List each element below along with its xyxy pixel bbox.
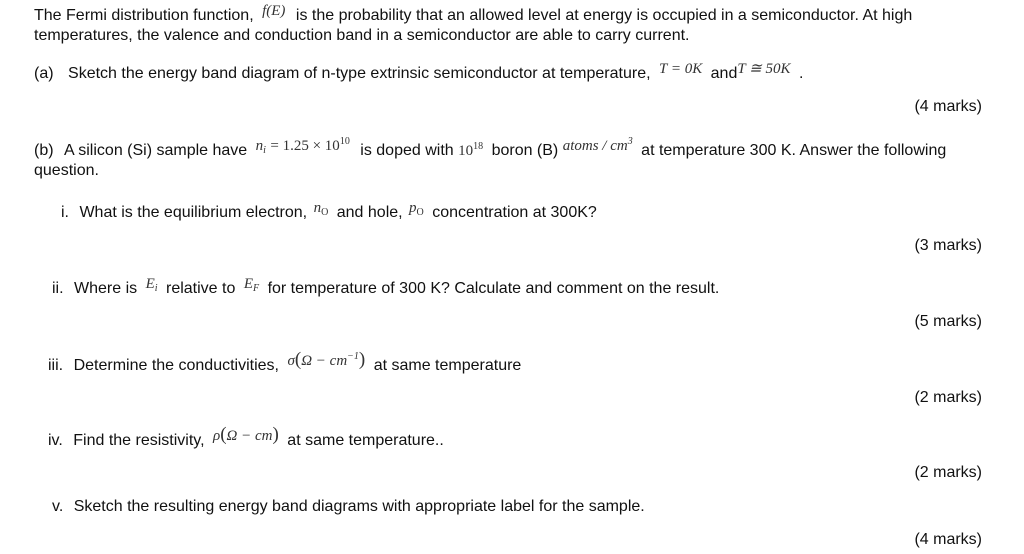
question-i-text: and hole,	[336, 204, 403, 221]
part-b-line-2: question.	[34, 162, 99, 179]
fermi-function-symbol: f(E)	[262, 3, 286, 19]
fermi-level-symbol: EF	[243, 276, 260, 294]
question-ii-text: relative to	[166, 280, 236, 297]
question-iii	[48, 349, 522, 378]
intro-line-1	[34, 3, 913, 26]
part-a-text: Sketch the energy band diagram of n-type extrinsic semiconductor at temperature,	[68, 65, 651, 82]
part-a-marks: (4 marks)	[914, 98, 982, 115]
intrinsic-concentration: ni = $1.25 \times 10^{10}$	[255, 136, 350, 156]
question-v	[52, 497, 645, 517]
part-b-text: A silicon (Si) sample have	[64, 142, 248, 159]
intro-line-2: temperatures, the valence and conduction band in a semiconductor are able to carry current.	[34, 27, 690, 44]
doping-unit: atoms / $cm^3$	[562, 136, 633, 154]
question-iii-text: at same temperature	[373, 357, 522, 374]
question-ii-text: for temperature of 300 K? Calculate and comment on the result.	[267, 280, 720, 297]
intrinsic-level-symbol: Ei	[145, 276, 158, 294]
question-iv-marks: (2 marks)	[914, 464, 982, 481]
question-ii	[52, 276, 720, 301]
question-ii-text: Where is	[74, 280, 138, 297]
question-ii-number: ii.	[52, 280, 64, 297]
intro-text: The Fermi distribution function,	[34, 7, 254, 24]
part-b-text: boron (B)	[491, 142, 559, 159]
hole-concentration-symbol: pO	[409, 200, 424, 218]
question-v-text: Sketch the resulting energy band diagrams with appropriate label for the sample.	[73, 498, 645, 515]
question-iii-text: Determine the conductivities,	[73, 357, 279, 374]
resistivity-symbol: ρ(Ω − cm)	[213, 424, 279, 445]
question-ii-marks: (5 marks)	[914, 313, 982, 330]
conductivity-symbol: $\sigma(\Omega - cm^{-1})$	[287, 349, 366, 370]
and-text: and	[710, 65, 738, 82]
question-iii-number: iii.	[48, 357, 64, 374]
question-i-text: concentration at 300K?	[432, 204, 597, 221]
question-v-number: v.	[52, 498, 64, 515]
question-v-marks: (4 marks)	[914, 531, 982, 548]
intro-text: is the probability that an allowed level at energy is occupied in a semiconductor. At high	[295, 7, 913, 24]
electron-concentration-symbol: nO	[313, 200, 329, 218]
temperature-zero: T = 0K	[659, 61, 703, 77]
part-b-text: at temperature 300 K. Answer the following	[641, 142, 947, 159]
question-iv-number: iv.	[48, 432, 63, 449]
question-i-text: What is the equilibrium electron,	[79, 204, 308, 221]
temperature-fifty: T ≅ 50K	[737, 61, 791, 77]
part-b-question	[34, 136, 947, 163]
part-a-question: (a) Sketch the energy band diagram of n-type extrinsic semiconductor at temperature, T = 0K andT ≅ 50K .	[34, 61, 804, 82]
question-iii-marks: (2 marks)	[914, 389, 982, 406]
part-b-label: (b)	[34, 142, 54, 159]
question-i-marks: (3 marks)	[914, 237, 982, 254]
question-i	[61, 200, 597, 225]
question-i-number: i.	[61, 204, 69, 221]
question-iv-text: Find the resistivity,	[73, 432, 205, 449]
question-iv-text: at same temperature..	[287, 432, 444, 449]
part-b-text: is doped with	[360, 142, 454, 159]
question-iv	[48, 424, 444, 451]
doping-concentration: $10^{18}$	[458, 141, 484, 159]
part-a-label: (a)	[34, 65, 54, 82]
